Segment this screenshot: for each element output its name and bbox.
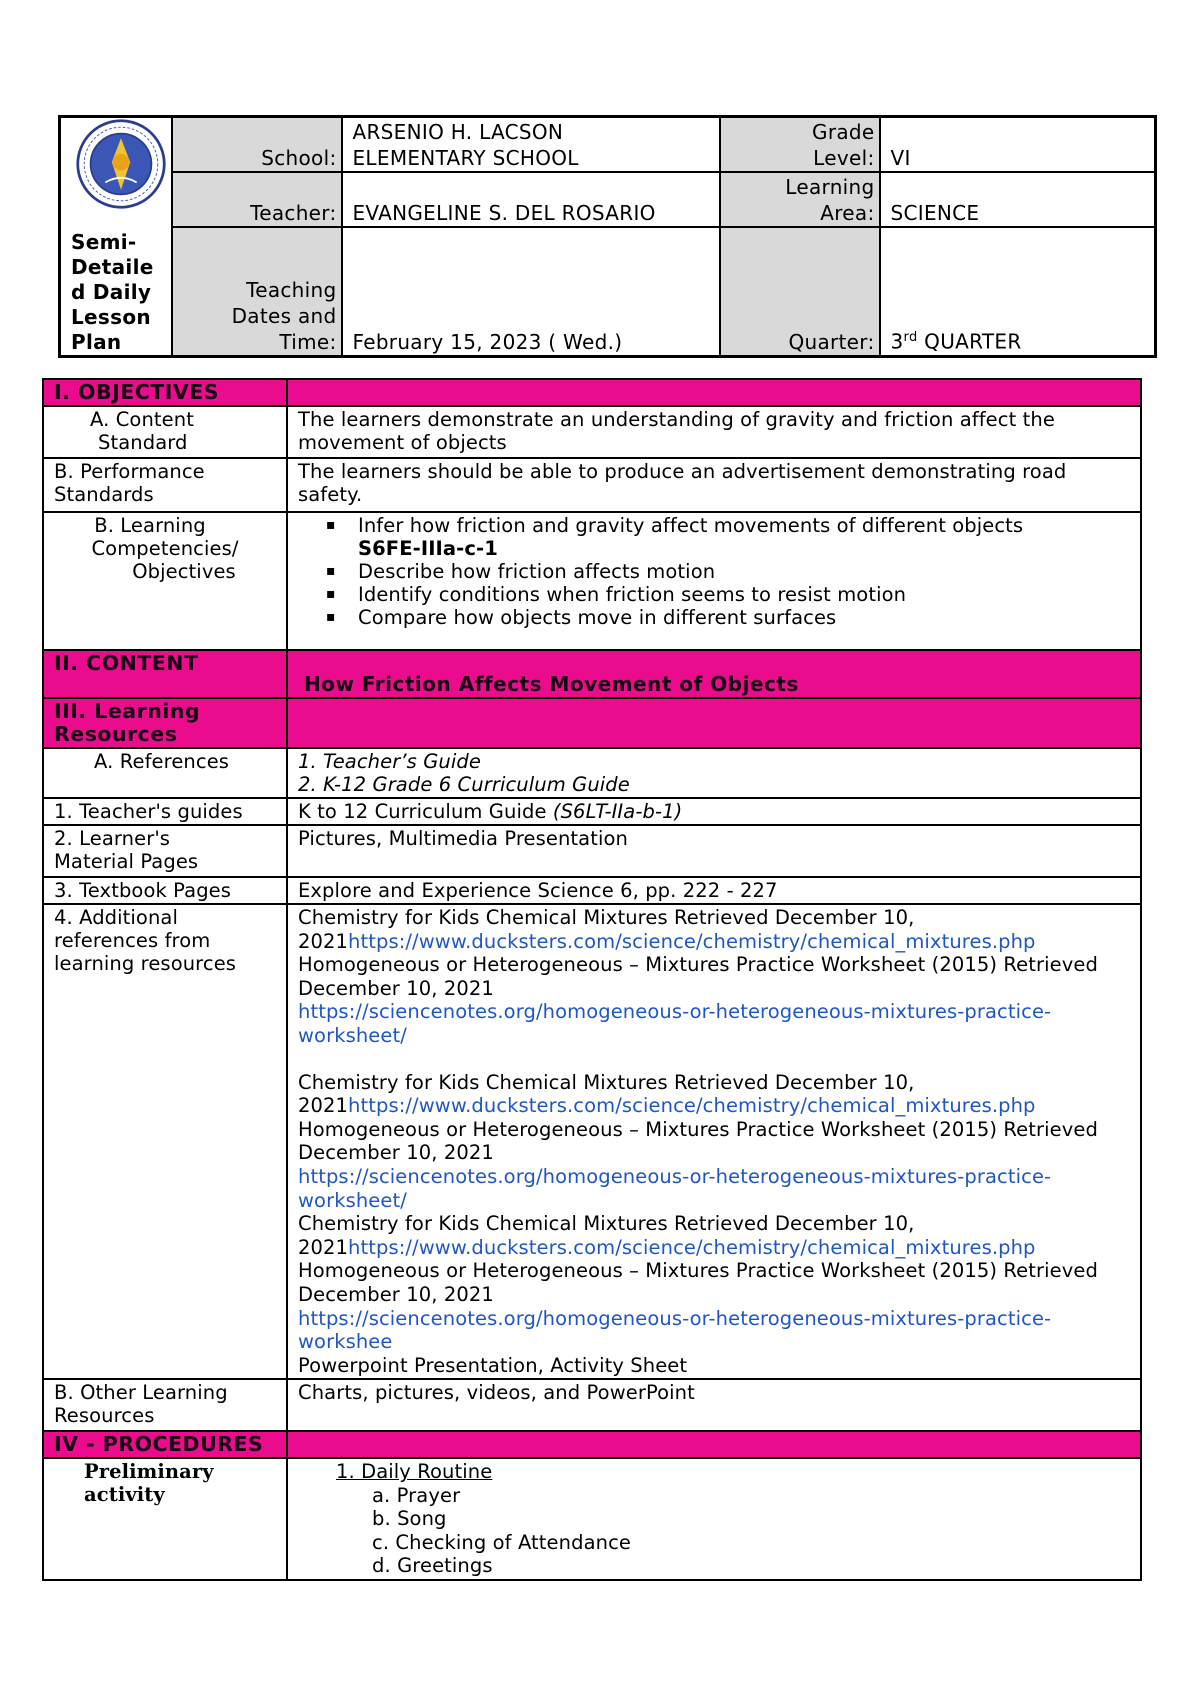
competency-item: ▪ Describe how friction affects motion: [358, 560, 1130, 583]
competency-item: ▪ Compare how objects move in different surfaces: [358, 606, 1130, 629]
header-table: [58, 115, 1157, 358]
additional-references-list: [287, 904, 1141, 1379]
teacher-value: EVANGELINE S. DEL ROSARIO: [342, 172, 720, 227]
routine-item: c. Checking of Attendance: [372, 1530, 631, 1554]
area-value: SCIENCE: [880, 172, 1156, 227]
grade-value: VI: [880, 117, 1156, 172]
competencies-label: B. Learning Competencies/ Objectives: [43, 512, 287, 650]
daily-routine: [287, 1458, 1141, 1580]
teachers-guides-text: K to 12 Curriculum Guide (S6LT-IIa-b-1): [287, 798, 1141, 825]
objectives-heading-fill: [287, 379, 1141, 406]
dates-value: February 15, 2023 ( Wed.): [342, 227, 720, 357]
preliminary-activity-label: Preliminary activity: [43, 1458, 287, 1580]
reference-entry: Chemistry for Kids Chemical Mixtures Retrieved December 10, 2021https://www.ducksters.com/science/chemistry/chemical_mixtures.php: [298, 1070, 1036, 1118]
plan-title: Semi- Detaile d Daily Lesson Plan: [71, 230, 154, 354]
dates-label: Teaching Dates and Time:: [172, 227, 342, 357]
ducksters-link[interactable]: https://www.ducksters.com/science/chemistry/chemical_mixtures.php: [348, 1235, 1036, 1259]
learners-material-label: 2. Learner's Material Pages: [43, 825, 287, 877]
sciencenotes-link[interactable]: https://sciencenotes.org/homogeneous-or-heterogeneous-mixtures-practice-workshee: [298, 1306, 1052, 1354]
additional-references-label: 4. Additional references from learning resources: [43, 904, 287, 1379]
reference-item: 1. Teacher’s Guide: [298, 750, 481, 773]
competency-item: ▪ Infer how friction and gravity affect movements of different objects S6FE-IIIa-c-1: [358, 514, 1130, 560]
lesson-plan-table: [42, 378, 1142, 1581]
objectives-heading: I. OBJECTIVES: [43, 379, 287, 406]
resources-heading-fill: [287, 698, 1141, 748]
reference-entry: Homogeneous or Heterogeneous – Mixtures Practice Worksheet (2015) Retrieved December 10, 2021 https://sciencenotes.org/homogeneous-or-heterogeneous-mixtures-practice-worksheet/: [298, 1117, 1098, 1212]
reference-entry: Chemistry for Kids Chemical Mixtures Retrieved December 10, 2021https://www.ducksters.com/science/chemistry/chemical_mixtures.php: [298, 906, 1036, 953]
reference-entry: Homogeneous or Heterogeneous – Mixtures Practice Worksheet (2015) Retrieved December 10, 2021 https://sciencenotes.org/homogeneous-or-heterogeneous-mixtures-practice-worksheet/: [298, 953, 1098, 1047]
procedures-heading-fill: [287, 1431, 1141, 1458]
grade-label: Grade Level:: [720, 117, 880, 172]
content-heading: II. CONTENT: [43, 650, 287, 698]
quarter-value: 3rd QUARTER: [880, 227, 1156, 357]
references-list: [287, 748, 1141, 798]
school-value: ARSENIO H. LACSON ELEMENTARY SCHOOL: [342, 117, 720, 172]
ducksters-link[interactable]: https://www.ducksters.com/science/chemistry/chemical_mixtures.php: [348, 929, 1036, 953]
sciencenotes-link[interactable]: https://sciencenotes.org/homogeneous-or-heterogeneous-mixtures-practice-worksheet/: [298, 1164, 1052, 1212]
area-label: Learning Area:: [720, 172, 880, 227]
deped-seal-icon: [75, 118, 167, 210]
textbook-text: Explore and Experience Science 6, pp. 222 - 227: [287, 877, 1141, 904]
teachers-guides-label: 1. Teacher's guides: [43, 798, 287, 825]
reference-item: 2. K-12 Grade 6 Curriculum Guide: [298, 773, 630, 796]
quarter-label: Quarter:: [720, 227, 880, 357]
other-resources-text: Charts, pictures, videos, and PowerPoint: [287, 1379, 1141, 1431]
procedures-heading: IV - PROCEDURES: [43, 1431, 287, 1458]
routine-item: b. Song: [372, 1507, 447, 1531]
performance-label: B. Performance Standards: [43, 458, 287, 512]
reference-closing: Powerpoint Presentation, Activity Sheet: [298, 1353, 688, 1377]
learners-material-text: Pictures, Multimedia Presentation: [287, 825, 1141, 877]
content-standard-text: The learners demonstrate an understanding of gravity and friction affect the movement of objects: [287, 406, 1141, 458]
other-resources-label: B. Other Learning Resources: [43, 1379, 287, 1431]
sciencenotes-link[interactable]: https://sciencenotes.org/homogeneous-or-heterogeneous-mixtures-practice-worksheet/: [298, 1000, 1052, 1047]
performance-text: The learners should be able to produce an advertisement demonstrating road safety.: [287, 458, 1141, 512]
routine-item: d. Greetings: [372, 1554, 493, 1578]
reference-entry: Chemistry for Kids Chemical Mixtures Retrieved December 10, 2021https://www.ducksters.com/science/chemistry/chemical_mixtures.php: [298, 1212, 1036, 1259]
routine-item: a. Prayer: [372, 1483, 461, 1507]
reference-entry: Homogeneous or Heterogeneous – Mixtures Practice Worksheet (2015) Retrieved December 10, 2021 https://sciencenotes.org/homogeneous-or-heterogeneous-mixtures-practice-workshee: [298, 1259, 1098, 1354]
ducksters-link[interactable]: https://www.ducksters.com/science/chemistry/chemical_mixtures.php: [348, 1094, 1036, 1118]
competency-item: ▪ Identify conditions when friction seems to resist motion: [358, 583, 1130, 606]
content-standard-label: A. Content Standard: [43, 406, 287, 458]
competencies-list-cell: [287, 512, 1141, 650]
school-label: School:: [172, 117, 342, 172]
content-topic: How Friction Affects Movement of Objects: [287, 650, 1141, 698]
teacher-label: Teacher:: [172, 172, 342, 227]
textbook-label: 3. Textbook Pages: [43, 877, 287, 904]
resources-heading: III. Learning Resources: [43, 698, 287, 748]
daily-routine-title: 1. Daily Routine: [336, 1460, 493, 1484]
logo-cell: [60, 117, 172, 357]
competencies-list: [298, 514, 1130, 629]
references-label: A. References: [43, 748, 287, 798]
